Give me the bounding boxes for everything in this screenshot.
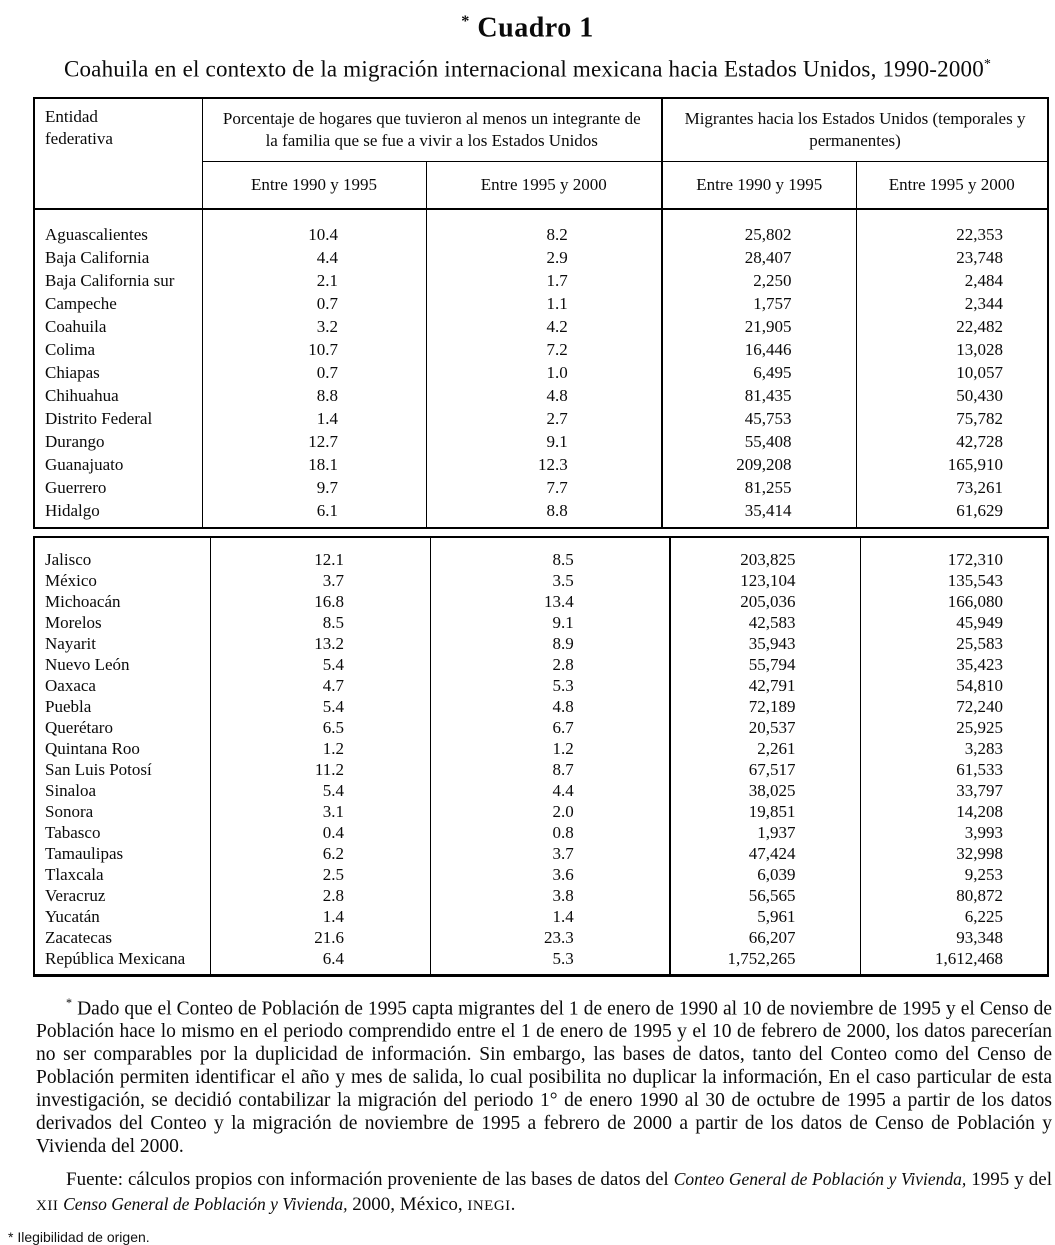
cell-mig-1995-2000: 22,482	[856, 315, 1048, 338]
cell-pct-1995-2000	[426, 292, 662, 315]
table-row	[34, 292, 1048, 315]
table-body-block-2	[34, 537, 1048, 976]
cell-entidad: México	[34, 570, 210, 591]
table-row	[34, 499, 1048, 528]
pct-value: 2.8	[552, 654, 574, 674]
header-sub-pct-1990-1995: Entre 1990 y 1995	[202, 161, 426, 209]
cell-entidad: Guerrero	[34, 476, 202, 499]
pct-value: 10.7	[308, 339, 338, 359]
footnote-text: Dado que el Conteo de Población de 1995 capta migrantes del 1 de enero de 1990 al 10 de noviembre de 1995 y el Censo de Población hace lo mismo en el periodo comprendido entre el 1 de enero de 1995 y el 10 de febrero de 2000, los datos parecerían no ser comparables por la duplicidad de información. Sin embargo, las bases de datos, tanto del Conteo como del Censo de Población permiten identificar el año y mes de salida, lo cual posibilita no duplicar la información, En el caso particular de esta investigación, se decidió contabilizar la migración del periodo 1° de enero 1990 al 30 de octubre de 1995 a partir de los datos derivados del Conteo y la migración de noviembre de 1995 a febrero de 2000 a partir de los datos de Censo de Población y Vivienda del 2000.	[36, 998, 1053, 1158]
header-entidad-federativa	[34, 98, 202, 209]
cell-mig-1995-2000: 6,225	[860, 906, 1048, 927]
cell-entidad: Chiapas	[34, 361, 202, 384]
cell-entidad: San Luis Potosí	[34, 759, 210, 780]
cell-mig-1995-2000: 1,612,468	[860, 948, 1048, 976]
footnote-paragraph	[36, 992, 1052, 1159]
pct-value: 1.2	[322, 738, 344, 758]
cell-mig-1990-1995: 2,261	[670, 738, 860, 759]
pct-value: 1.4	[322, 906, 344, 926]
pct-value: 0.7	[316, 362, 338, 382]
header-sub-mig-1995-2000: Entre 1995 y 2000	[856, 161, 1048, 209]
cell-entidad: Morelos	[34, 612, 210, 633]
pct-value: 1.2	[552, 738, 574, 758]
cell-pct-1995-2000	[430, 717, 670, 738]
cell-mig-1990-1995: 35,943	[670, 633, 860, 654]
cell-mig-1995-2000: 54,810	[860, 675, 1048, 696]
cell-entidad: Puebla	[34, 696, 210, 717]
subtitle-asterisk: *	[983, 56, 992, 72]
cell-pct-1990-1995	[210, 759, 430, 780]
cell-entidad: Campeche	[34, 292, 202, 315]
pct-value: 23.3	[544, 927, 574, 947]
pct-value: 11.2	[314, 759, 344, 779]
cell-pct-1990-1995	[210, 780, 430, 801]
pct-value: 8.8	[316, 385, 338, 405]
pct-value: 2.0	[552, 801, 574, 821]
table-row	[34, 843, 1048, 864]
cell-pct-1990-1995	[210, 864, 430, 885]
cell-entidad: Zacatecas	[34, 927, 210, 948]
cell-pct-1995-2000	[430, 612, 670, 633]
table-row	[34, 927, 1048, 948]
cell-pct-1990-1995	[202, 209, 426, 246]
pct-value: 4.4	[552, 780, 574, 800]
table-row	[34, 269, 1048, 292]
cell-pct-1995-2000	[430, 780, 670, 801]
cell-mig-1990-1995: 38,025	[670, 780, 860, 801]
cell-pct-1990-1995	[210, 537, 430, 570]
pct-value: 12.1	[314, 549, 344, 569]
footnote-asterisk: *	[66, 995, 73, 1010]
cell-pct-1990-1995	[202, 338, 426, 361]
cell-entidad: Tabasco	[34, 822, 210, 843]
pct-value: 5.4	[322, 780, 344, 800]
cell-pct-1990-1995	[202, 292, 426, 315]
cell-pct-1995-2000	[430, 633, 670, 654]
pct-value: 2.7	[546, 408, 568, 428]
cell-mig-1990-1995: 72,189	[670, 696, 860, 717]
table-row	[34, 537, 1048, 570]
cell-entidad: Sinaloa	[34, 780, 210, 801]
pct-value: 0.7	[316, 293, 338, 313]
cell-pct-1995-2000	[426, 453, 662, 476]
pct-value: 8.8	[546, 500, 568, 520]
pct-value: 12.3	[538, 454, 568, 474]
cell-mig-1995-2000: 93,348	[860, 927, 1048, 948]
cell-mig-1995-2000: 80,872	[860, 885, 1048, 906]
cell-entidad: Aguascalientes	[34, 209, 202, 246]
cell-pct-1995-2000	[430, 801, 670, 822]
cell-entidad: Jalisco	[34, 537, 210, 570]
cell-mig-1990-1995: 67,517	[670, 759, 860, 780]
pct-value: 10.4	[308, 224, 338, 244]
pct-value: 7.2	[546, 339, 568, 359]
cell-mig-1990-1995: 5,961	[670, 906, 860, 927]
pct-value: 8.5	[322, 612, 344, 632]
cell-mig-1990-1995: 25,802	[662, 209, 856, 246]
pct-value: 4.7	[322, 675, 344, 695]
cell-pct-1995-2000	[426, 384, 662, 407]
cell-entidad: Tlaxcala	[34, 864, 210, 885]
table-row	[34, 591, 1048, 612]
table-row	[34, 738, 1048, 759]
cell-entidad: Nuevo León	[34, 654, 210, 675]
table-row	[34, 612, 1048, 633]
cell-mig-1990-1995: 42,791	[670, 675, 860, 696]
subtitle-text: Coahuila en el contexto de la migración internacional mexicana hacia Estados Unidos, 1990-2000	[63, 56, 984, 82]
pct-value: 9.7	[316, 477, 338, 497]
cell-pct-1990-1995	[202, 407, 426, 430]
cell-mig-1995-2000: 42,728	[856, 430, 1048, 453]
table-row	[34, 315, 1048, 338]
cell-pct-1995-2000	[430, 570, 670, 591]
cell-pct-1990-1995	[210, 675, 430, 696]
table-row	[34, 246, 1048, 269]
pct-value: 12.7	[308, 431, 338, 451]
cell-entidad: Veracruz	[34, 885, 210, 906]
cell-pct-1990-1995	[210, 738, 430, 759]
table-row	[34, 906, 1048, 927]
table-block-1	[33, 97, 1049, 529]
pct-value: 1.4	[316, 408, 338, 428]
pct-value: 9.1	[552, 612, 574, 632]
pct-value: 6.7	[552, 717, 574, 737]
cell-entidad: Chihuahua	[34, 384, 202, 407]
cell-mig-1990-1995: 16,446	[662, 338, 856, 361]
cell-pct-1990-1995	[210, 843, 430, 864]
cell-mig-1990-1995: 1,752,265	[670, 948, 860, 976]
cell-entidad: Michoacán	[34, 591, 210, 612]
cell-pct-1990-1995	[210, 591, 430, 612]
cell-mig-1990-1995: 6,495	[662, 361, 856, 384]
cell-mig-1990-1995: 66,207	[670, 927, 860, 948]
cell-mig-1990-1995: 42,583	[670, 612, 860, 633]
pct-value: 1.1	[546, 293, 568, 313]
table-body-block-1	[34, 209, 1048, 528]
pct-value: 6.1	[316, 500, 338, 520]
pct-value: 3.6	[552, 864, 574, 884]
cell-mig-1990-1995: 209,208	[662, 453, 856, 476]
pct-value: 9.1	[546, 431, 568, 451]
cell-mig-1990-1995: 55,794	[670, 654, 860, 675]
source-xii: XII	[36, 1198, 59, 1215]
cell-pct-1995-2000	[430, 906, 670, 927]
table-row	[34, 633, 1048, 654]
table-row	[34, 453, 1048, 476]
table-row	[34, 759, 1048, 780]
cell-entidad: Querétaro	[34, 717, 210, 738]
cell-mig-1995-2000: 61,629	[856, 499, 1048, 528]
source-prefix: Fuente: cálculos propios con información proveniente de las bases de datos del	[66, 1169, 674, 1191]
cell-mig-1995-2000: 73,261	[856, 476, 1048, 499]
cell-mig-1990-1995: 205,036	[670, 591, 860, 612]
pct-value: 0.8	[552, 822, 574, 842]
cell-pct-1995-2000	[430, 654, 670, 675]
pct-value: 3.7	[322, 570, 344, 590]
migration-table	[33, 97, 1047, 977]
table-row	[34, 570, 1048, 591]
cell-mig-1995-2000: 13,028	[856, 338, 1048, 361]
cell-pct-1990-1995	[210, 948, 430, 976]
cell-entidad: Quintana Roo	[34, 738, 210, 759]
cell-mig-1995-2000: 10,057	[856, 361, 1048, 384]
cell-entidad: Guanajuato	[34, 453, 202, 476]
pct-value: 5.3	[552, 675, 574, 695]
cell-mig-1995-2000: 61,533	[860, 759, 1048, 780]
cell-pct-1995-2000	[430, 537, 670, 570]
table-row	[34, 822, 1048, 843]
pct-value: 16.8	[314, 591, 344, 611]
cell-entidad: Colima	[34, 338, 202, 361]
cell-entidad: Hidalgo	[34, 499, 202, 528]
cell-pct-1995-2000	[430, 948, 670, 976]
cell-pct-1990-1995	[210, 696, 430, 717]
pct-value: 8.7	[552, 759, 574, 779]
cell-mig-1995-2000: 72,240	[860, 696, 1048, 717]
source-mid-1: 1995 y del	[966, 1169, 1052, 1191]
cell-pct-1990-1995	[202, 384, 426, 407]
table-row	[34, 696, 1048, 717]
cell-pct-1990-1995	[202, 430, 426, 453]
cell-mig-1990-1995: 123,104	[670, 570, 860, 591]
table-header	[34, 98, 1048, 209]
origin-legibility-note: * Ilegibilidad de origen.	[8, 1229, 150, 1245]
table-row	[34, 885, 1048, 906]
cell-pct-1990-1995	[210, 906, 430, 927]
pct-value: 1.4	[552, 906, 574, 926]
header-group-migrantes: Migrantes hacia los Estados Unidos (temporales y permanentes)	[662, 98, 1048, 162]
source-mid-3: 2000, México,	[347, 1194, 468, 1216]
cell-mig-1990-1995: 20,537	[670, 717, 860, 738]
cell-entidad: Sonora	[34, 801, 210, 822]
cell-entidad: Yucatán	[34, 906, 210, 927]
cell-mig-1990-1995: 56,565	[670, 885, 860, 906]
cell-mig-1990-1995: 81,255	[662, 476, 856, 499]
cell-mig-1990-1995: 55,408	[662, 430, 856, 453]
pct-value: 13.2	[314, 633, 344, 653]
cell-pct-1990-1995	[210, 570, 430, 591]
cell-mig-1995-2000: 14,208	[860, 801, 1048, 822]
cell-entidad: Baja California	[34, 246, 202, 269]
cell-mig-1995-2000: 2,344	[856, 292, 1048, 315]
cell-pct-1990-1995	[202, 499, 426, 528]
cell-mig-1990-1995: 2,250	[662, 269, 856, 292]
cell-mig-1990-1995: 35,414	[662, 499, 856, 528]
pct-value: 2.1	[316, 270, 338, 290]
cell-mig-1995-2000: 32,998	[860, 843, 1048, 864]
source-paragraph	[36, 1167, 1052, 1219]
cell-mig-1990-1995: 203,825	[670, 537, 860, 570]
cell-mig-1990-1995: 1,937	[670, 822, 860, 843]
table-row	[34, 675, 1048, 696]
pct-value: 2.9	[546, 247, 568, 267]
table-row	[34, 361, 1048, 384]
cell-pct-1995-2000	[430, 696, 670, 717]
pct-value: 21.6	[314, 927, 344, 947]
cell-pct-1995-2000	[426, 430, 662, 453]
cell-mig-1990-1995: 28,407	[662, 246, 856, 269]
source-title-conteo: Conteo General de Población y Vivienda,	[673, 1169, 967, 1190]
cell-mig-1995-2000: 23,748	[856, 246, 1048, 269]
header-sub-mig-1990-1995: Entre 1990 y 1995	[662, 161, 856, 209]
cell-mig-1990-1995: 19,851	[670, 801, 860, 822]
cell-entidad: Distrito Federal	[34, 407, 202, 430]
header-sub-pct-1995-2000: Entre 1995 y 2000	[426, 161, 662, 209]
cell-mig-1995-2000: 2,484	[856, 269, 1048, 292]
cell-pct-1995-2000	[430, 759, 670, 780]
pct-value: 0.4	[322, 822, 344, 842]
pct-value: 3.7	[552, 843, 574, 863]
pct-value: 8.9	[552, 633, 574, 653]
pct-value: 1.0	[546, 362, 568, 382]
cell-pct-1995-2000	[430, 843, 670, 864]
cell-entidad: Coahuila	[34, 315, 202, 338]
pct-value: 3.8	[552, 885, 574, 905]
cell-mig-1995-2000: 33,797	[860, 780, 1048, 801]
cell-entidad: República Mexicana	[34, 948, 210, 976]
pct-value: 1.7	[546, 270, 568, 290]
cell-pct-1995-2000	[430, 927, 670, 948]
cell-pct-1995-2000	[430, 675, 670, 696]
source-suffix: .	[510, 1194, 516, 1216]
cell-pct-1990-1995	[202, 361, 426, 384]
cell-pct-1995-2000	[430, 738, 670, 759]
cell-mig-1995-2000: 25,583	[860, 633, 1048, 654]
cell-mig-1990-1995: 21,905	[662, 315, 856, 338]
pct-value: 6.2	[322, 843, 344, 863]
table-row	[34, 780, 1048, 801]
pct-value: 4.8	[552, 696, 574, 716]
pct-value: 6.4	[322, 948, 344, 968]
cell-pct-1990-1995	[210, 654, 430, 675]
cell-mig-1995-2000: 3,993	[860, 822, 1048, 843]
table-row	[34, 338, 1048, 361]
cell-pct-1990-1995	[210, 822, 430, 843]
cell-pct-1990-1995	[210, 633, 430, 654]
pct-value: 4.4	[316, 247, 338, 267]
cell-pct-1990-1995	[202, 315, 426, 338]
cell-pct-1995-2000	[426, 499, 662, 528]
table-row	[34, 717, 1048, 738]
pct-value: 4.8	[546, 385, 568, 405]
cell-entidad: Baja California sur	[34, 269, 202, 292]
table-row	[34, 476, 1048, 499]
cell-pct-1995-2000	[426, 315, 662, 338]
cell-pct-1990-1995	[210, 717, 430, 738]
cell-mig-1990-1995: 45,753	[662, 407, 856, 430]
source-title-censo: Censo General de Población y Vivienda,	[63, 1194, 348, 1215]
pct-value: 6.5	[322, 717, 344, 737]
cell-pct-1990-1995	[202, 269, 426, 292]
pct-value: 2.5	[322, 864, 344, 884]
pct-value: 5.4	[322, 654, 344, 674]
cell-mig-1995-2000: 3,283	[860, 738, 1048, 759]
cell-mig-1995-2000: 135,543	[860, 570, 1048, 591]
table-row	[34, 948, 1048, 976]
table-subtitle	[0, 56, 1055, 83]
cell-pct-1995-2000	[426, 407, 662, 430]
cell-mig-1995-2000: 25,925	[860, 717, 1048, 738]
cell-pct-1990-1995	[210, 801, 430, 822]
cell-pct-1995-2000	[426, 246, 662, 269]
pct-value: 8.5	[552, 549, 574, 569]
source-inegi: INEGI	[467, 1198, 511, 1215]
cell-mig-1990-1995: 81,435	[662, 384, 856, 407]
cell-entidad: Tamaulipas	[34, 843, 210, 864]
cell-mig-1995-2000: 22,353	[856, 209, 1048, 246]
cell-mig-1995-2000: 50,430	[856, 384, 1048, 407]
cell-pct-1995-2000	[426, 476, 662, 499]
cell-mig-1995-2000: 45,949	[860, 612, 1048, 633]
cell-mig-1995-2000: 75,782	[856, 407, 1048, 430]
table-row	[34, 430, 1048, 453]
pct-value: 4.2	[546, 316, 568, 336]
pct-value: 5.4	[322, 696, 344, 716]
pct-value: 3.1	[322, 801, 344, 821]
cell-pct-1995-2000	[426, 361, 662, 384]
title-asterisk: *	[461, 12, 470, 30]
cell-pct-1990-1995	[210, 927, 430, 948]
cell-pct-1990-1995	[202, 246, 426, 269]
pct-value: 2.8	[322, 885, 344, 905]
table-row	[34, 407, 1048, 430]
table-row	[34, 864, 1048, 885]
cell-pct-1995-2000	[430, 591, 670, 612]
table-row	[34, 384, 1048, 407]
pct-value: 3.2	[316, 316, 338, 336]
table-row	[34, 209, 1048, 246]
pct-value: 13.4	[544, 591, 574, 611]
cell-pct-1995-2000	[426, 209, 662, 246]
pct-value: 3.5	[552, 570, 574, 590]
cell-mig-1990-1995: 1,757	[662, 292, 856, 315]
cell-mig-1990-1995: 6,039	[670, 864, 860, 885]
cell-pct-1990-1995	[210, 885, 430, 906]
cell-mig-1995-2000: 9,253	[860, 864, 1048, 885]
cell-mig-1995-2000: 172,310	[860, 537, 1048, 570]
table-row	[34, 801, 1048, 822]
cell-pct-1995-2000	[430, 864, 670, 885]
cell-entidad: Nayarit	[34, 633, 210, 654]
cell-mig-1995-2000: 35,423	[860, 654, 1048, 675]
cell-mig-1995-2000: 166,080	[860, 591, 1048, 612]
cell-entidad: Oaxaca	[34, 675, 210, 696]
cell-mig-1990-1995: 47,424	[670, 843, 860, 864]
header-group-porcentaje-hogares: Porcentaje de hogares que tuvieron al menos un integrante de la familia que se fue a vivir a los Estados Unidos	[202, 98, 662, 162]
header-entidad-label: Entidad federativa	[45, 106, 113, 148]
cell-pct-1995-2000	[426, 269, 662, 292]
cell-pct-1995-2000	[426, 338, 662, 361]
pct-value: 5.3	[552, 948, 574, 968]
title-text: Cuadro 1	[477, 12, 594, 44]
cell-mig-1995-2000: 165,910	[856, 453, 1048, 476]
table-block-2	[33, 536, 1049, 977]
pct-value: 7.7	[546, 477, 568, 497]
cell-pct-1990-1995	[202, 476, 426, 499]
pct-value: 8.2	[546, 224, 568, 244]
cell-entidad: Durango	[34, 430, 202, 453]
pct-value: 18.1	[308, 454, 338, 474]
cell-pct-1995-2000	[430, 822, 670, 843]
cell-pct-1990-1995	[202, 453, 426, 476]
table-row	[34, 654, 1048, 675]
table-title	[0, 5, 1055, 44]
cell-pct-1995-2000	[430, 885, 670, 906]
cell-pct-1990-1995	[210, 612, 430, 633]
